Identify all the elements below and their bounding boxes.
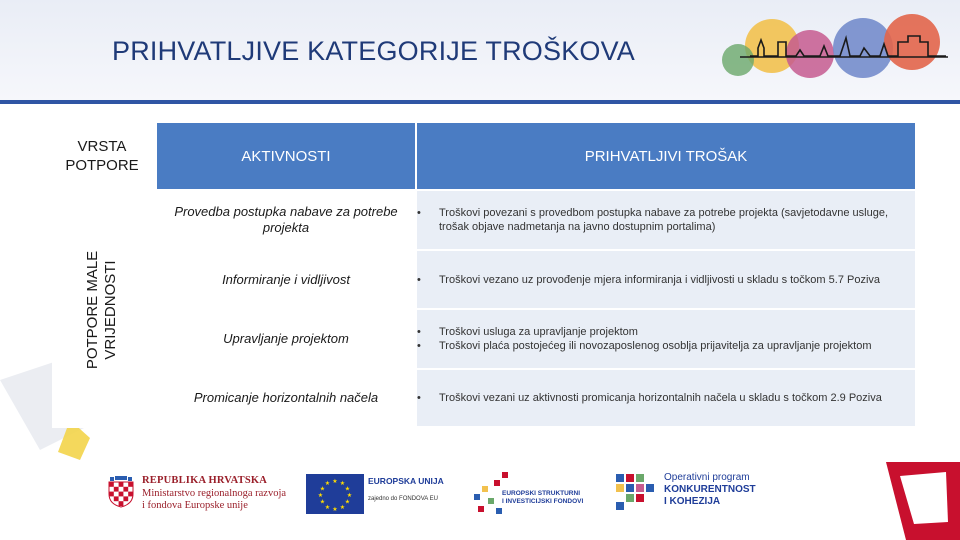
city-skyline-emblem-icon [700,12,950,82]
support-type-vertical-label [84,251,120,369]
esi-text [502,490,583,506]
cost-bullet-item [417,339,915,353]
svg-text:★: ★ [346,492,353,499]
ministry-line3: i fondova Europske unije [142,500,248,511]
table-row [156,369,916,427]
cost-bullet-item [417,273,915,287]
svg-text:★: ★ [317,492,324,499]
eu-flag-icon [306,474,364,514]
vertical-label-line2: VRIJEDNOSTI [102,260,119,360]
cost-text: Troškovi plaća postojećeg ili novozaposlenog osoblja prijavitelja za upravljanje projektom [439,340,872,352]
op-line1: Operativni program [664,472,750,483]
cost-bullet-item [417,391,915,405]
slide-title: PRIHVATLJIVE KATEGORIJE TROŠKOVA [112,36,636,66]
bullet-icon: • [417,273,421,286]
cost-cell [416,309,916,369]
activity-cell: Provedba postupka nabave za potrebe projekta [156,190,416,250]
vertical-label-line1: POTPORE MALE [84,250,101,370]
slide-header [0,0,960,104]
activity-cell: Informiranje i vidljivost [156,250,416,309]
cost-cell [416,369,916,427]
support-type-line1: VRSTA [77,138,127,155]
table-header-row [156,122,916,190]
ministry-text [142,475,322,513]
table-row [156,190,916,250]
activity-cell: Promicanje horizontalnih načela [156,369,416,427]
cost-text: Troškovi usluga za upravljanje projektom [439,326,638,338]
svg-text:★: ★ [319,485,326,493]
table-row [156,309,916,369]
svg-text:★: ★ [319,498,326,506]
table-row [156,250,916,309]
corner-graphic [886,462,960,540]
cost-cell [416,190,916,250]
support-type-header [52,122,152,190]
svg-text:★: ★ [344,485,351,493]
op-line3: I KOHEZIJA [664,496,721,507]
svg-text:★: ★ [339,504,346,511]
croatian-coat-of-arms-icon [108,476,134,508]
svg-text:★: ★ [344,498,351,506]
eligible-costs-table [155,121,917,428]
header-activities: AKTIVNOSTI [156,122,416,190]
bullet-icon: • [417,326,421,338]
eu-text [368,476,444,502]
header-eligible-cost: PRIHVATLJIVI TROŠAK [416,122,916,190]
op-mosaic-icon [614,472,658,512]
svg-text:★: ★ [324,480,331,487]
ministry-logo [108,472,308,516]
op-text [664,472,756,508]
op-line2: KONKURENTNOST [664,484,756,495]
cost-bullet-item [417,206,915,234]
eu-line2: zajedno do FONDOVA EU [368,496,438,502]
header-rule [0,100,960,104]
cost-text: Troškovi povezani s provedbom postupka nabave za potrebe projekta (savjetodavne usluge, trošak objave nadmetanja na javno dostupnim portalima) [439,207,889,233]
cost-text: Troškovi vezano uz provođenje mjera informiranja i vidljivosti u skladu s točkom 5.7 Poziva [439,273,881,286]
bullet-icon: • [417,392,421,404]
ministry-line2: Ministarstvo regionalnoga razvoja [142,487,287,499]
cost-text: Troškovi vezani uz aktivnosti promicanja horizontalnih načela u skladu s točkom 2.9 Poziva [439,392,882,404]
svg-text:★: ★ [332,506,338,513]
cost-bullet-item [417,325,915,339]
support-type-line2: POTPORE [65,157,139,174]
cost-cell [416,250,916,309]
esi-funds-logo [468,470,598,518]
bullet-icon: • [417,207,421,219]
esi-line1: EUROPSKI STRUKTURNI [502,490,581,497]
ministry-line1: REPUBLIKA HRVATSKA [142,475,268,486]
svg-text:★: ★ [339,480,346,487]
activity-cell: Upravljanje projektom [156,309,416,369]
svg-text:★: ★ [332,478,338,485]
eu-line1: EUROPSKA UNIJA [368,476,444,486]
operational-programme-logo [614,470,784,516]
esi-line2: I INVESTICIJSKI FONDOVI [502,498,584,505]
svg-text:★: ★ [324,504,331,511]
eu-logo [306,474,450,514]
bullet-icon: • [417,340,421,352]
